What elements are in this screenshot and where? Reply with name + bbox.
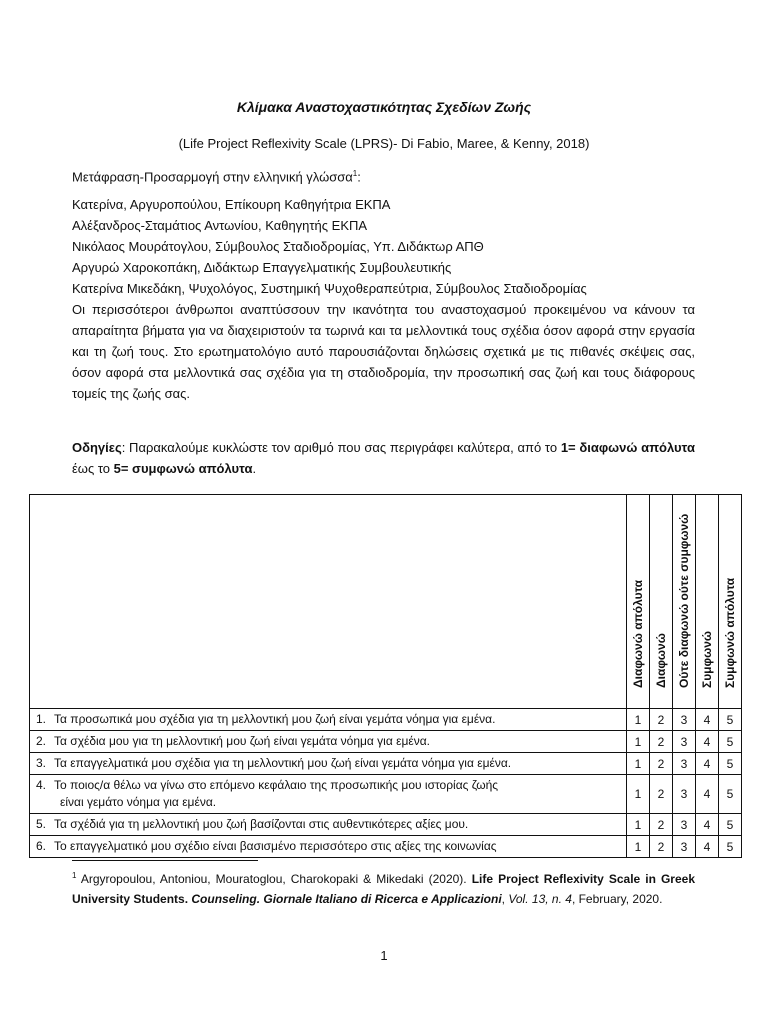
rating-option-1[interactable]: 1 bbox=[627, 814, 650, 836]
rating-option-1[interactable]: 1 bbox=[627, 775, 650, 814]
rating-option-4[interactable]: 4 bbox=[696, 814, 719, 836]
item-text-continuation: είναι γεμάτο νόημα για εμένα. bbox=[60, 795, 217, 809]
translator-line: Αργυρώ Χαροκοπάκη, Διδάκτωρ Επαγγελματικής Συμβουλευτικής bbox=[72, 260, 452, 275]
rating-option-2[interactable]: 2 bbox=[650, 709, 673, 731]
scale-header-row bbox=[30, 495, 742, 709]
rating-option-4[interactable]: 4 bbox=[696, 836, 719, 858]
item-number: 3. bbox=[36, 756, 47, 770]
translator-line: Νικόλαος Μουράτογλου, Σύμβουλος Σταδιοδρομίας, Υπ. Διδάκτωρ ΑΠΘ bbox=[72, 239, 484, 254]
rating-option-3[interactable]: 3 bbox=[673, 709, 696, 731]
footnote-volume: Vol. 13, n. 4 bbox=[508, 892, 572, 906]
rating-option-5[interactable]: 5 bbox=[719, 775, 742, 814]
rating-option-1[interactable]: 1 bbox=[627, 731, 650, 753]
column-header-label: Διαφωνώ απόλυτα bbox=[631, 580, 645, 688]
table-row bbox=[30, 775, 742, 814]
translator-line: Κατερίνα, Αργυροπούλου, Επίκουρη Καθηγήτρια ΕΚΠΑ bbox=[72, 197, 391, 212]
item-text: Τα επαγγελματικά μου σχέδια για τη μελλοντική μου ζωή είναι γεμάτα νόημα για εμένα. bbox=[54, 756, 512, 770]
rating-option-3[interactable]: 3 bbox=[673, 814, 696, 836]
document-subtitle: (Life Project Reflexivity Scale (LPRS)- Di Fabio, Maree, & Kenny, 2018) bbox=[178, 136, 590, 151]
footnote-article-title: Life Project Reflexivity Scale in Greek University Students. bbox=[72, 872, 695, 906]
rating-option-3[interactable]: 3 bbox=[673, 775, 696, 814]
footnote-reference[interactable]: 1 bbox=[352, 169, 358, 178]
rating-option-5[interactable]: 5 bbox=[719, 731, 742, 753]
column-header bbox=[650, 495, 673, 709]
item-number: 6. bbox=[36, 839, 47, 853]
rating-option-4[interactable]: 4 bbox=[696, 709, 719, 731]
footnote-mark: 1 bbox=[72, 871, 77, 880]
scale-min-label: 1= διαφωνώ απόλυτα bbox=[560, 440, 695, 455]
item-text: Τα προσωπικά μου σχέδια για τη μελλοντική μου ζωή είναι γεμάτα νόημα για εμένα. bbox=[54, 712, 496, 726]
column-header bbox=[627, 495, 650, 709]
instructions-text: έως το bbox=[72, 461, 114, 476]
table-row bbox=[30, 731, 742, 753]
document-title: Κλίμακα Αναστοχαστικότητας Σχεδίων Ζωής bbox=[236, 99, 532, 115]
rating-option-2[interactable]: 2 bbox=[650, 753, 673, 775]
rating-option-3[interactable]: 3 bbox=[673, 753, 696, 775]
rating-option-5[interactable]: 5 bbox=[719, 709, 742, 731]
intro-paragraph: Οι περισσότεροι άνθρωποι αναπτύσσουν την ικανότητα του αναστοχασμού προκειμένου να κάνουν τα απαραίτητα βήματα για να διαχειριστούν τα τωρινά και τα μελλοντικά τους σχέδια όσον αφορά στην εργασία και τη ζωή τους. Στο ερωτηματολόγιο αυτό παρουσιάζονται δηλώσεις σχετικά με τις πιθανές σκέψεις σας, όσον αφορά στα μελλοντικά σας σχέδια για τη σταδιοδρομία, την προσωπική σας ζωή και τους διάφορους τομείς της ζωής σας. bbox=[72, 302, 695, 401]
instructions-label: Οδηγίες bbox=[72, 440, 122, 455]
rating-option-5[interactable]: 5 bbox=[719, 753, 742, 775]
translation-label: Μετάφραση-Προσαρμογή στην ελληνική γλώσσα bbox=[72, 169, 353, 185]
rating-option-3[interactable]: 3 bbox=[673, 836, 696, 858]
rating-option-1[interactable]: 1 bbox=[627, 709, 650, 731]
page-number: 1 bbox=[380, 948, 388, 963]
item-text-cell bbox=[30, 753, 627, 775]
footnote bbox=[72, 866, 695, 909]
item-number: 1. bbox=[36, 712, 47, 726]
rating-option-2[interactable]: 2 bbox=[650, 731, 673, 753]
item-number: 4. bbox=[36, 778, 47, 792]
item-text-cell bbox=[30, 836, 627, 858]
translator-line: Κατερίνα Μικεδάκη, Ψυχολόγος, Συστημική Ψυχοθεραπεύτρια, Σύμβουλος Σταδιοδρομίας bbox=[72, 281, 587, 296]
rating-option-2[interactable]: 2 bbox=[650, 775, 673, 814]
scale-table bbox=[29, 494, 742, 858]
rating-option-2[interactable]: 2 bbox=[650, 836, 673, 858]
item-number: 5. bbox=[36, 817, 47, 831]
column-header-label: Συμφωνώ bbox=[700, 630, 714, 688]
column-header-label: Συμφωνώ απόλυτα bbox=[723, 577, 737, 688]
footnote-date: , February, 2020. bbox=[571, 892, 663, 906]
instructions-text: . bbox=[252, 461, 257, 476]
item-text: Το ποιος/α θέλω να γίνω στο επόμενο κεφάλαιο της προσωπικής μου ιστορίας ζωής bbox=[54, 778, 499, 792]
rating-option-4[interactable]: 4 bbox=[696, 775, 719, 814]
rating-option-1[interactable]: 1 bbox=[627, 836, 650, 858]
translation-colon: : bbox=[357, 169, 361, 185]
footnote-authors: Argyropoulou, Antoniou, Mouratoglou, Charokopaki & Mikedaki (2020). bbox=[76, 872, 472, 886]
item-text-cell bbox=[30, 775, 627, 814]
item-text-cell bbox=[30, 709, 627, 731]
item-header-cell bbox=[30, 495, 627, 709]
translator-line: Αλέξανδρος-Σταμάτιος Αντωνίου, Καθηγητής ΕΚΠΑ bbox=[72, 218, 368, 233]
item-number: 2. bbox=[36, 734, 47, 748]
item-text: Τα σχέδια μου για τη μελλοντική μου ζωή είναι γεμάτα νόημα για εμένα. bbox=[54, 734, 430, 748]
column-header-label: Διαφωνώ bbox=[654, 633, 668, 688]
item-text: Τα σχέδιά για τη μελλοντική μου ζωή βασίζονται στις αυθεντικότερες αξίες μου. bbox=[54, 817, 469, 831]
instructions bbox=[72, 437, 695, 479]
column-header-label: Ούτε διαφωνώ ούτε συμφωνώ bbox=[677, 513, 691, 688]
footnote-journal: Counseling. Giornale Italiano di Ricerca e Applicazioni bbox=[188, 892, 502, 906]
item-text-cell bbox=[30, 731, 627, 753]
item-text: Το επαγγελματικό μου σχέδιο είναι βασισμένο περισσότερο στις αξίες της κοινωνίας bbox=[54, 839, 497, 853]
table-row bbox=[30, 753, 742, 775]
column-header bbox=[719, 495, 742, 709]
rating-option-1[interactable]: 1 bbox=[627, 753, 650, 775]
item-text-cell bbox=[30, 814, 627, 836]
rating-option-5[interactable]: 5 bbox=[719, 836, 742, 858]
column-header bbox=[696, 495, 719, 709]
translation-label-line bbox=[72, 169, 361, 184]
rating-option-4[interactable]: 4 bbox=[696, 753, 719, 775]
rating-option-4[interactable]: 4 bbox=[696, 731, 719, 753]
rating-option-2[interactable]: 2 bbox=[650, 814, 673, 836]
rating-option-3[interactable]: 3 bbox=[673, 731, 696, 753]
table-row bbox=[30, 709, 742, 731]
scale-max-label: 5= συμφωνώ απόλυτα bbox=[113, 461, 253, 476]
column-header bbox=[673, 495, 696, 709]
footnote-separator-text: , bbox=[501, 892, 509, 906]
footnote-separator bbox=[72, 860, 258, 861]
rating-option-5[interactable]: 5 bbox=[719, 814, 742, 836]
table-row bbox=[30, 836, 742, 858]
instructions-text: : Παρακαλούμε κυκλώστε τον αριθμό που σας περιγράφει καλύτερα, από το bbox=[121, 440, 561, 455]
table-row bbox=[30, 814, 742, 836]
